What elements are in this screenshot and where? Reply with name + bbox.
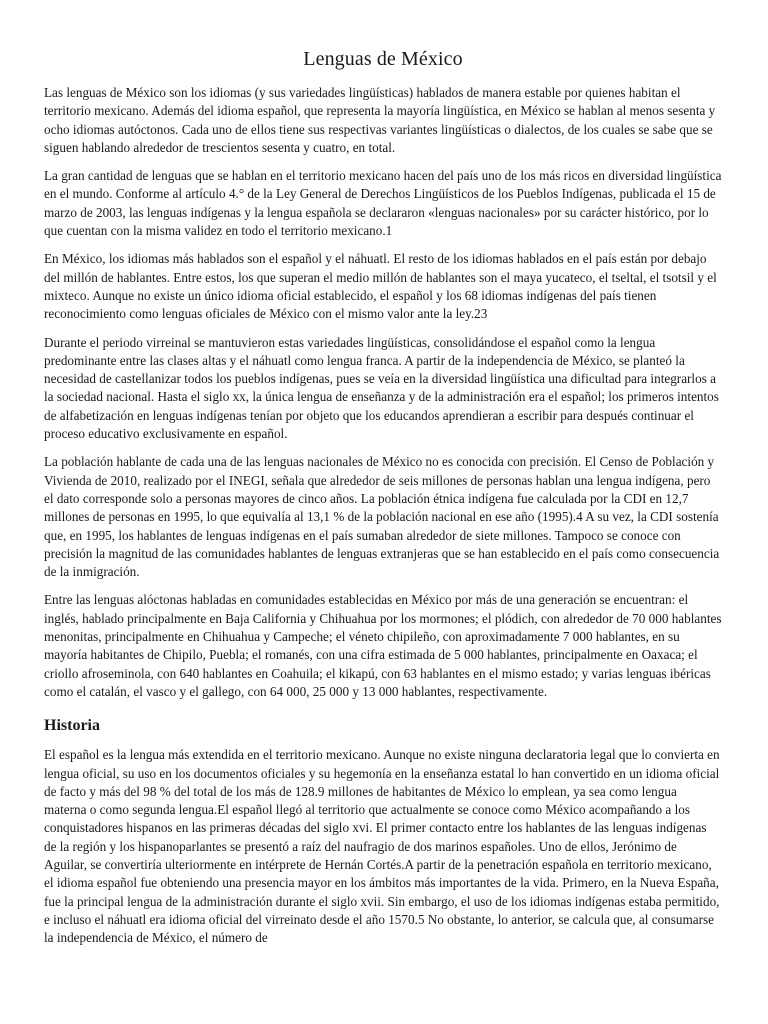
paragraph-colonial-period: Durante el periodo virreinal se mantuvieron estas variedades lingüísticas, consolidándose el español como la lengua predominante entre las clases altas y el náhuatl como lengua franca. A partir de la independencia de México, se planteó la necesidad de castellanizar todos los pueblos indígenas, pues se veía en la diversidad lingüística una dificultad para integrarlos a la sociedad nacional. Hasta el siglo xx, la única lengua de enseñanza y de la administración era el español; los primeros intentos de alfabetización en lenguas indígenas tenían por objeto que los educandos aprendieran a escribir para después continuar el proceso educativo exclusivamente en español. <box>44 334 719 442</box>
paragraph-population: La población hablante de cada una de las lenguas nacionales de México no es conocida con precisión. El Censo de Población y Vivienda de 2010, realizado por el INEGI, señala que alrededor de seis millones de personas hablan una lengua indígena, pero el dato corresponde solo a personas mayores de cinco años. La población étnica indígena fue calculada por la CDI en 12,7 millones de personas en 1995, lo que equivalía al 13,1 % de la población nacional en ese año (1995).4 A su vez, la CDI sostenía que, en 1995, los hablantes de lenguas indígenas en el país sumaban alrededor de siete millones. Tampoco se conoce con precisión la magnitud de las comunidades hablantes de lenguas extranjeras que se han establecido en el país como consecuencia de la inmigración. <box>44 454 720 580</box>
document-title: Lenguas de México <box>303 48 463 70</box>
section-heading-historia: Historia <box>44 717 100 735</box>
paragraph-historia: El español es la lengua más extendida en el territorio mexicano. Aunque no existe ninguna declaratoria legal que lo convierta en lengua oficial, su uso en los documentos oficiales y su hegemonía en la enseñanza estatal lo han convertido en un idioma oficial de facto y más del 98 % del total de los más de 128.9 millones de habitantes de México lo emplean, ya sea como lengua materna o como segunda lengua.El español llegó al territorio que actualmente se conoce como México acompañando a los conquistadores hispanos en las primeras décadas del siglo xvi. El primer contacto entre los hablantes de las lenguas indígenas de la región y los hispanoparlantes se presentó a raíz del naufragio de dos marinos españoles. Uno de ellos, Jerónimo de Aguilar, se convertiría ulteriormente en intérprete de Hernán Cortés.A partir de la penetración española en territorio mexicano, el idioma español fue obteniendo una presencia mayor en los ámbitos más importantes de la vida. Primero, en la Nueva España, fue la principal lengua de la administración durante el siglo xvii. Sin embargo, el uso de los idiomas indígenas estaba permitido, e incluso el náhuatl era idioma oficial del virreinato desde el año 1570.5 No obstante, lo anterior, se calcula que, al consumarse la independencia de México, el número de <box>44 747 720 946</box>
paragraph-intro: Las lenguas de México son los idiomas (y sus variedades lingüísticas) hablados de manera estable por quienes habitan el territorio mexicano. Además del idioma español, que representa la mayoría lingüística, en México se hablan al menos sesenta y ocho idiomas autóctonos. Cada uno de ellos tiene sus respectivas variantes lingüísticas o dialectos, de los cuales se sabe que se siguen hablando alrededor de trescientos sesenta y cuatro, en total. <box>44 85 716 155</box>
paragraph-allochthonous-languages: Entre las lenguas alóctonas habladas en comunidades establecidas en México por más de una generación se encuentran: el inglés, hablado principalmente en Baja California y Chihuahua por los mormones; el plódich, con alrededor de 70 000 hablantes menonitas, principalmente en Chihuahua y Campeche; el véneto chipileño, con aproximadamente 7 000 hablantes, en su mayoría habitantes de Chipilo, Puebla; el romanés, con una cifra estimada de 5 000 hablantes, principalmente en Oaxaca; el criollo afroseminola, con 640 hablantes en Coahuila; el kikapú, con 63 hablantes en el mismo estado; y varias lenguas ibéricas como el catalán, el vasco y el gallego, con 64 000, 25 000 y 13 000 hablantes, respectivamente. <box>44 592 722 699</box>
paragraph-diversity: La gran cantidad de lenguas que se hablan en el territorio mexicano hacen del país uno de los más ricos en diversidad lingüística en el mundo. Conforme al artículo 4.° de la Ley General de Derechos Lingüísticos de los Pueblos Indígenas, publicada el 15 de marzo de 2003, las lenguas indígenas y la lengua española se declararon «lenguas nacionales» por su carácter histórico, por lo que cuentan con la misma validez en todo el territorio mexicano.1 <box>44 168 722 239</box>
paragraph-most-spoken: En México, los idiomas más hablados son el español y el náhuatl. El resto de los idiomas hablados en el país están por debajo del millón de hablantes. Entre estos, los que superan el medio millón de hablantes son el maya yucateco, el tseltal, el tsotsil y el mixteco. Aunque no existe un único idioma oficial establecido, el español y los 68 idiomas indígenas del país tienen reconocimiento como lenguas oficiales de México con el mismo valor ante la ley.23 <box>44 251 717 322</box>
